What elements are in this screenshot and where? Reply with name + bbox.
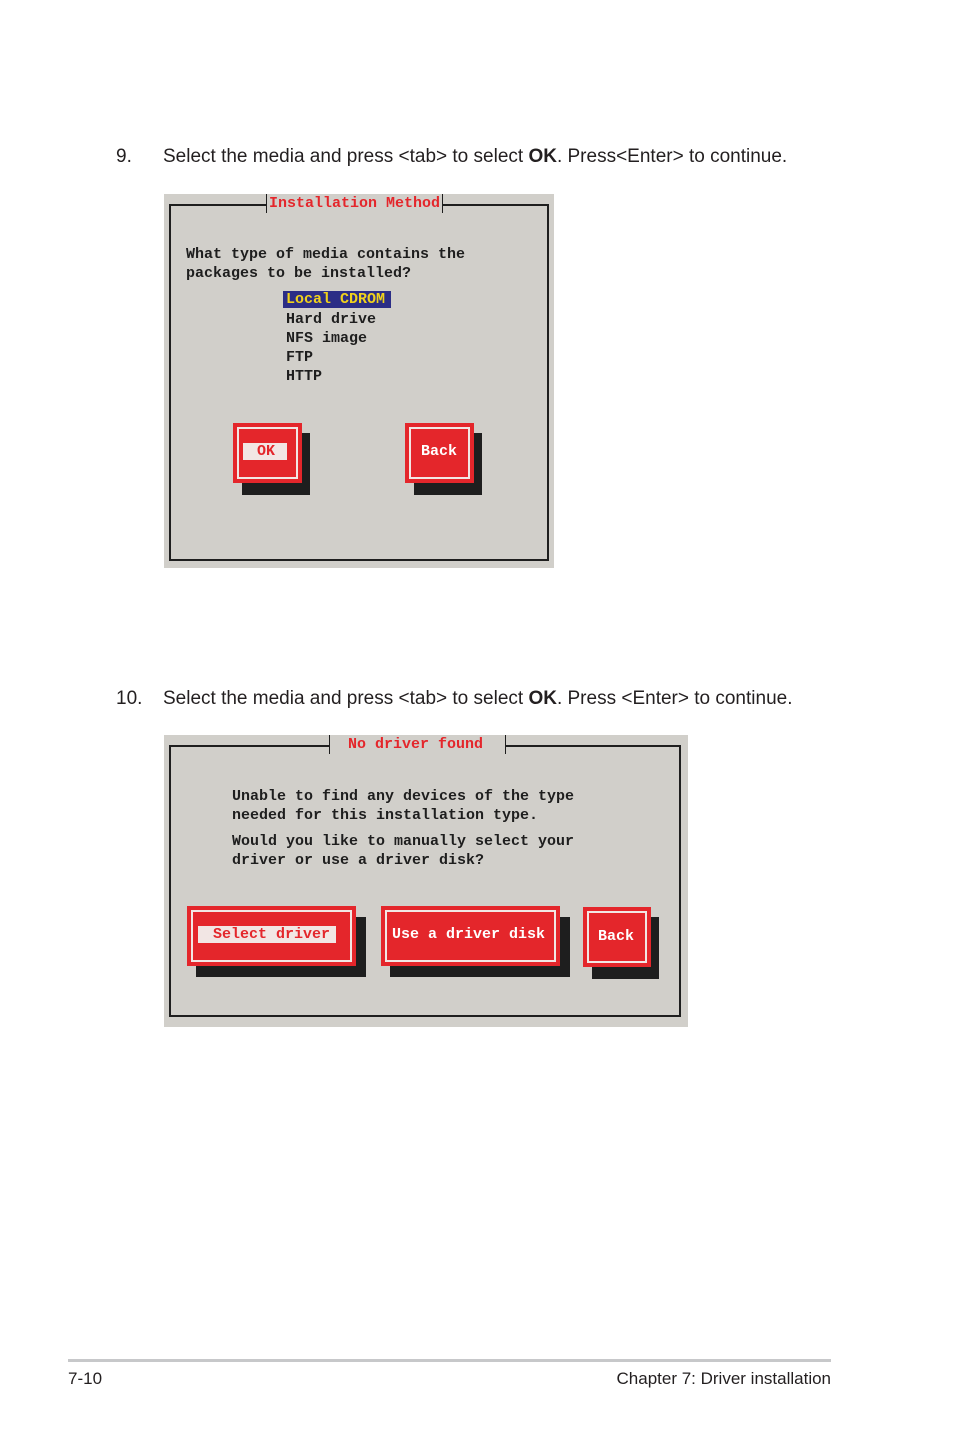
- dialog-title: Installation Method: [266, 194, 443, 213]
- media-option-ftp[interactable]: FTP: [286, 349, 314, 366]
- step-number: 9.: [116, 146, 132, 167]
- footer-divider: [68, 1359, 831, 1362]
- message-line-1: Unable to find any devices of the type: [232, 788, 575, 805]
- step-text: [163, 145, 787, 169]
- back-button[interactable]: [405, 423, 474, 483]
- media-option-hard-drive[interactable]: Hard drive: [286, 311, 377, 328]
- select-driver-button[interactable]: [187, 906, 356, 966]
- step-number: 10.: [116, 688, 143, 709]
- step-text-end: . Press<Enter> to continue.: [556, 146, 788, 167]
- media-option-nfs-image[interactable]: NFS image: [286, 330, 368, 347]
- message-line-2: needed for this installation type.: [232, 807, 539, 824]
- page-number: 7-10: [68, 1369, 103, 1388]
- step-text-start: Select the media and press <tab> to select: [163, 688, 529, 709]
- step-text-end: . Press <Enter> to continue.: [556, 688, 793, 709]
- step-text-start: Select the media and press <tab> to select: [163, 146, 529, 167]
- step-bold-ok: OK: [528, 146, 557, 167]
- select-driver-button-label: Select driver: [198, 926, 336, 943]
- dialog-title: No driver found: [329, 735, 506, 754]
- step-text: [163, 687, 792, 711]
- question-line-2: packages to be installed?: [186, 265, 412, 282]
- step-bold-ok: OK: [528, 688, 557, 709]
- media-option-local-cdrom[interactable]: Local CDROM: [283, 291, 391, 308]
- media-option-http[interactable]: HTTP: [286, 368, 323, 385]
- chapter-title: Chapter 7: Driver installation: [616, 1369, 831, 1388]
- ok-button-label: OK: [243, 443, 287, 460]
- message-line-3: Would you like to manually select your: [232, 833, 575, 850]
- back-button[interactable]: [583, 907, 651, 967]
- back-button-label: Back: [598, 928, 635, 945]
- question-line-1: What type of media contains the: [186, 246, 466, 263]
- ok-button[interactable]: [233, 423, 302, 483]
- installation-method-screen: [164, 194, 554, 568]
- driver-disk-button-label: Use a driver disk: [392, 926, 546, 943]
- message-line-4: driver or use a driver disk?: [232, 852, 485, 869]
- back-button-label: Back: [421, 443, 458, 460]
- no-driver-found-screen: [164, 735, 688, 1027]
- use-driver-disk-button[interactable]: [381, 906, 560, 966]
